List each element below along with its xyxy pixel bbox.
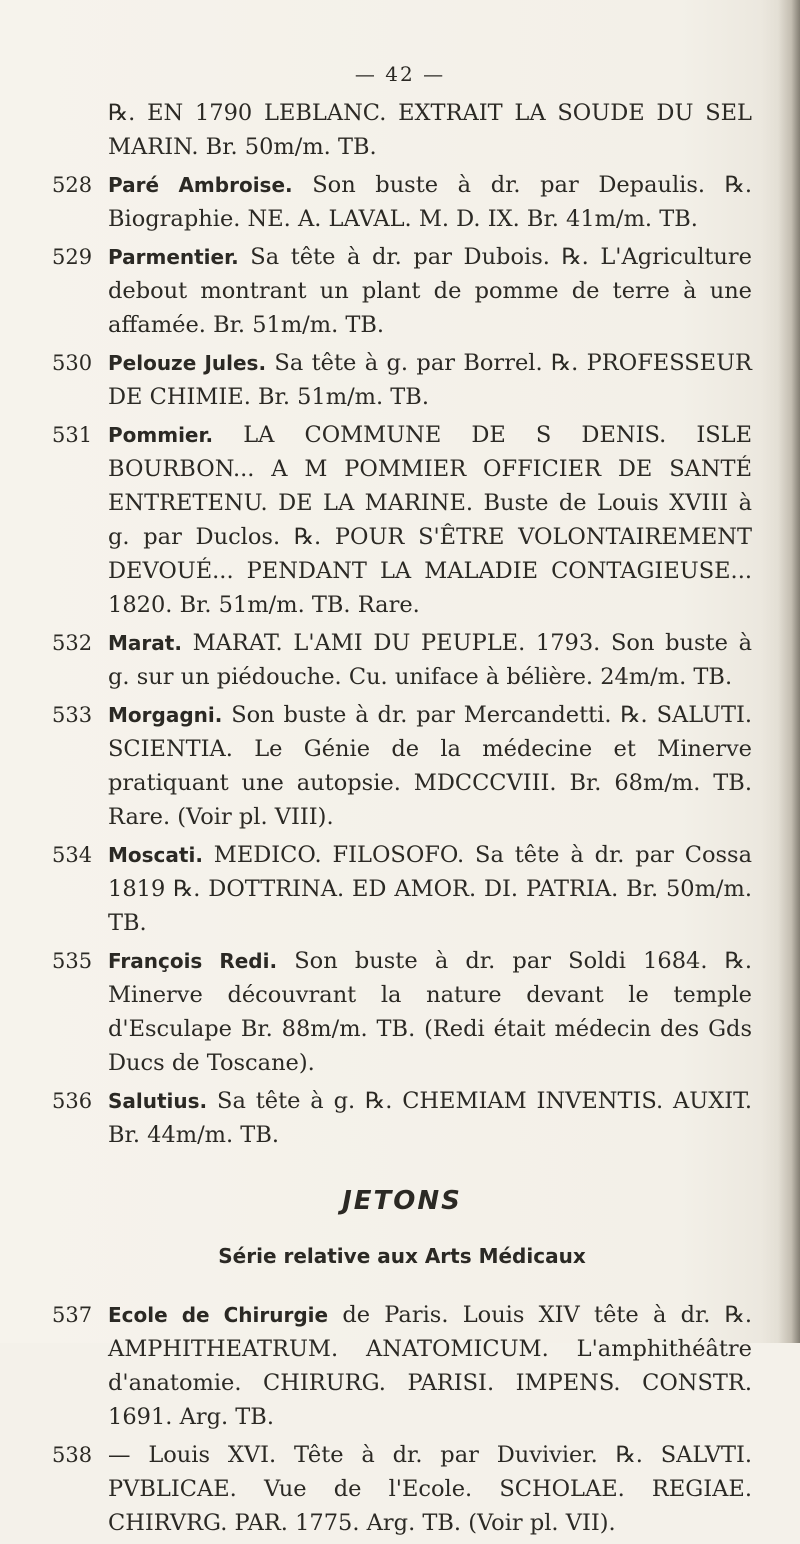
entry-name: Salutius. bbox=[108, 1089, 208, 1113]
catalog-entry bbox=[52, 346, 752, 414]
entry-name: Ecole de Chirurgie bbox=[108, 1303, 329, 1327]
catalog-entry bbox=[52, 168, 752, 236]
entry-name: Pommier. bbox=[108, 423, 214, 447]
entry-number: 535 bbox=[52, 949, 93, 973]
content bbox=[52, 96, 752, 1544]
catalog-entry bbox=[52, 698, 752, 834]
entry-text: MARAT. L'AMI DU PEUPLE. 1793. Son buste à g. sur un piédouche. Cu. uniface à bélière. 24m/m. TB. bbox=[108, 630, 752, 690]
entry-number: 536 bbox=[52, 1089, 93, 1113]
entry-number: 528 bbox=[52, 173, 93, 197]
catalog-entry bbox=[52, 240, 752, 342]
catalog-entry bbox=[52, 1084, 752, 1152]
entry-text: Son buste à dr. par Depaulis. ℞. Biographie. NE. A. LAVAL. M. D. IX. Br. 41m/m. TB. bbox=[108, 172, 752, 232]
entry-text: ℞. EN 1790 LEBLANC. EXTRAIT LA SOUDE DU SEL MARIN. Br. 50m/m. TB. bbox=[108, 100, 752, 160]
entry-number: 538 bbox=[52, 1443, 93, 1467]
entry-text: Son buste à dr. par Mercandetti. ℞. SALUTI. SCIENTIA. Le Génie de la médecine et Minerve pratiquant une autopsie. MDCCCVIII. Br. 68m/m. TB. Rare. (Voir pl. VIII). bbox=[108, 702, 752, 830]
entry-text: de Paris. Louis XIV tête à dr. ℞. AMPHITHEATRUM. ANATOMICUM. L'amphithéâtre d'anatomie. CHIRURG. PARISI. IMPENS. CONSTR. 1691. Arg. TB. bbox=[108, 1302, 752, 1430]
entry-number: 532 bbox=[52, 631, 93, 655]
entry-text: Sa tête à g. ℞. CHEMIAM INVENTIS. AUXIT. Br. 44m/m. TB. bbox=[108, 1088, 752, 1148]
section-subtitle: Série relative aux Arts Médicaux bbox=[218, 1244, 586, 1268]
entry-text: Son buste à dr. par Soldi 1684. ℞. Minerve découvrant la nature devant le temple d'Esculape Br. 88m/m. TB. (Redi était médecin des Gds Ducs de Toscane). bbox=[108, 948, 752, 1076]
entry-number: 537 bbox=[52, 1303, 93, 1327]
catalog-entry bbox=[52, 96, 752, 164]
entry-name: Morgagni. bbox=[108, 703, 223, 727]
entry-number: 530 bbox=[52, 351, 93, 375]
page-number: — 42 — bbox=[354, 62, 446, 86]
entries-top bbox=[52, 96, 752, 1152]
catalog-entry bbox=[52, 1438, 752, 1540]
catalog-entry bbox=[52, 626, 752, 694]
entry-number: 529 bbox=[52, 245, 93, 269]
entry-text: MEDICO. FILOSOFO. Sa tête à dr. par Cossa 1819 ℞. DOTTRINA. ED AMOR. DI. PATRIA. Br. 50m/m. TB. bbox=[108, 842, 752, 936]
entry-name: Paré Ambroise. bbox=[108, 173, 293, 197]
entry-number: 534 bbox=[52, 843, 93, 867]
entry-name: Parmentier. bbox=[108, 245, 239, 269]
catalog-entry bbox=[52, 418, 752, 622]
catalog-entry bbox=[52, 838, 752, 940]
catalog-entry bbox=[52, 1298, 752, 1434]
entry-text: LA COMMUNE DE S DENIS. ISLE BOURBON... A M POMMIER OFFICIER DE SANTÉ ENTRETENU. DE LA MARINE. Buste de Louis XVIII à g. par Duclos. ℞. POUR S'ÊTRE VOLONTAIREMENT DEVOUÉ... PENDANT LA MALADIE CONTAGIEUSE... 1820. Br. 51m/m. TB. Rare. bbox=[108, 422, 752, 618]
entry-name: Marat. bbox=[108, 631, 182, 655]
section-title: JETONS bbox=[342, 1186, 462, 1216]
entry-name: Pelouze Jules. bbox=[108, 351, 267, 375]
entry-text: Sa tête à g. par Borrel. ℞. PROFESSEUR DE CHIMIE. Br. 51m/m. TB. bbox=[108, 350, 752, 410]
page-edge-shadow bbox=[778, 0, 800, 1343]
entry-number: 533 bbox=[52, 703, 93, 727]
entry-number: 531 bbox=[52, 423, 93, 447]
entry-name: François Redi. bbox=[108, 949, 278, 973]
catalog-entry bbox=[52, 944, 752, 1080]
entry-text: — Louis XVI. Tête à dr. par Duvivier. ℞. SALVTI. PVBLICAE. Vue de l'Ecole. SCHOLAE. REGIAE. CHIRVRG. PAR. 1775. Arg. TB. (Voir pl. VII). bbox=[108, 1442, 752, 1536]
entry-name: Moscati. bbox=[108, 843, 203, 867]
entry-text: Sa tête à dr. par Dubois. ℞. L'Agriculture debout montrant un plant de pomme de terre à une affamée. Br. 51m/m. TB. bbox=[108, 244, 752, 338]
entries-bottom bbox=[52, 1298, 752, 1540]
